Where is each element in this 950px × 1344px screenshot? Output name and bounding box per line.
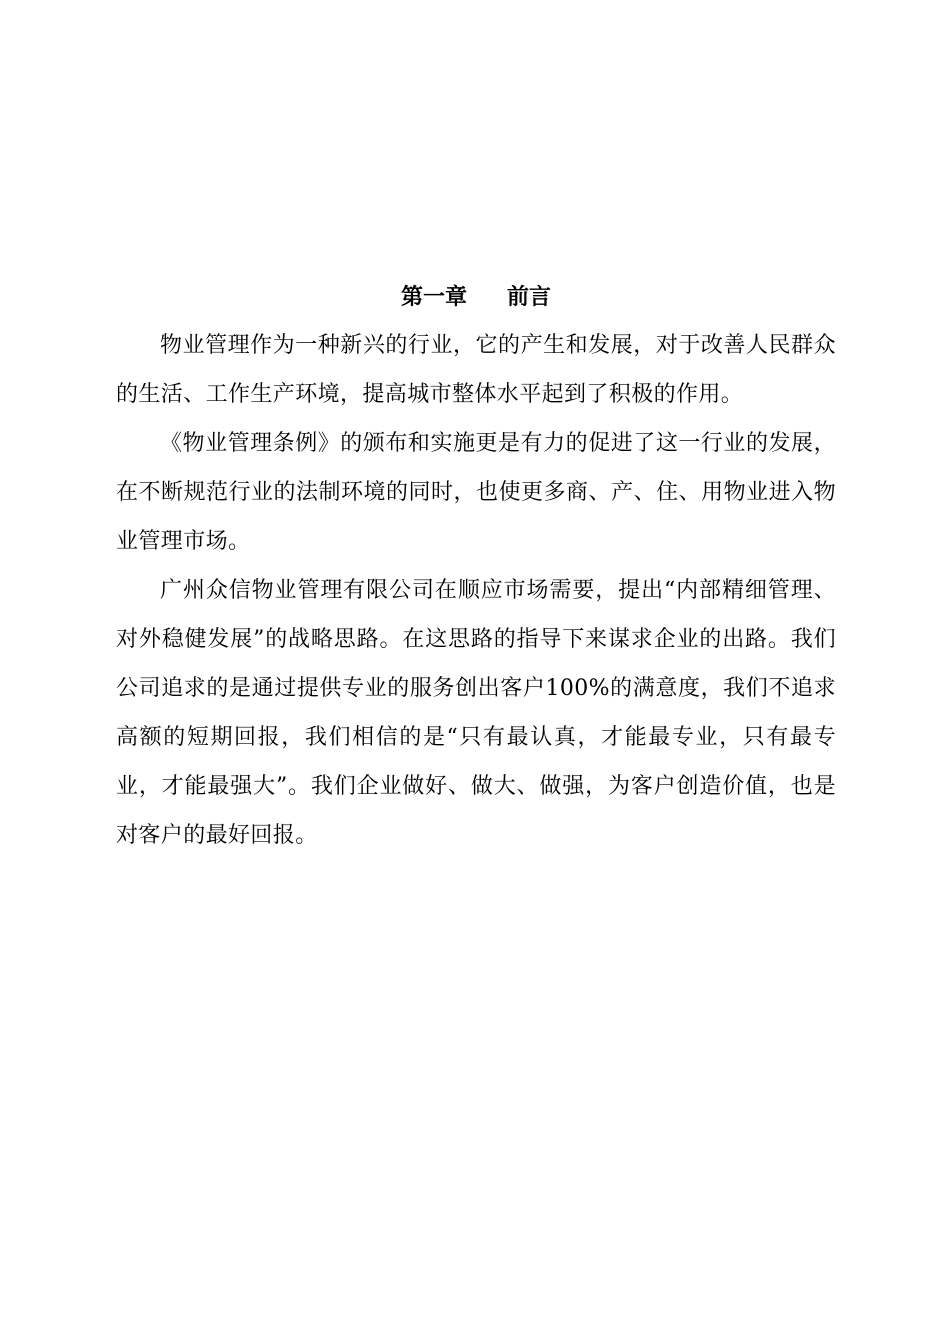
chapter-number: 第一章 xyxy=(400,284,467,310)
paragraph-intro: 物业管理作为一种新兴的行业，它的产生和发展，对于改善人民群众的生活、工作生产环境，提高城市整体水平起到了积极的作用。 xyxy=(116,333,836,407)
paragraph-company: 广州众信物业管理有限公司在顺应市场需要，提出“内部精细管理、对外稳健发展”的战略思路。在这思路的指导下来谋求企业的出路。我们公司追求的是通过提供专业的服务创出客户100%的满意度，我们不追求高额的短期回报，我们相信的是“只有最认真，才能最专业，只有最专业，才能最强大”。我们企业做好、做大、做强，为客户创造价值，也是对客户的最好回报。 xyxy=(116,578,836,848)
page-content xyxy=(116,279,836,860)
chapter-heading xyxy=(116,279,836,315)
chapter-title: 前言 xyxy=(507,284,552,310)
paragraph-regulation: 《物业管理条例》的颁布和实施更是有力的促进了这一行业的发展，在不断规范行业的法制环境的同时，也使更多商、产、住、用物业进入物业管理市场。 xyxy=(116,431,836,554)
